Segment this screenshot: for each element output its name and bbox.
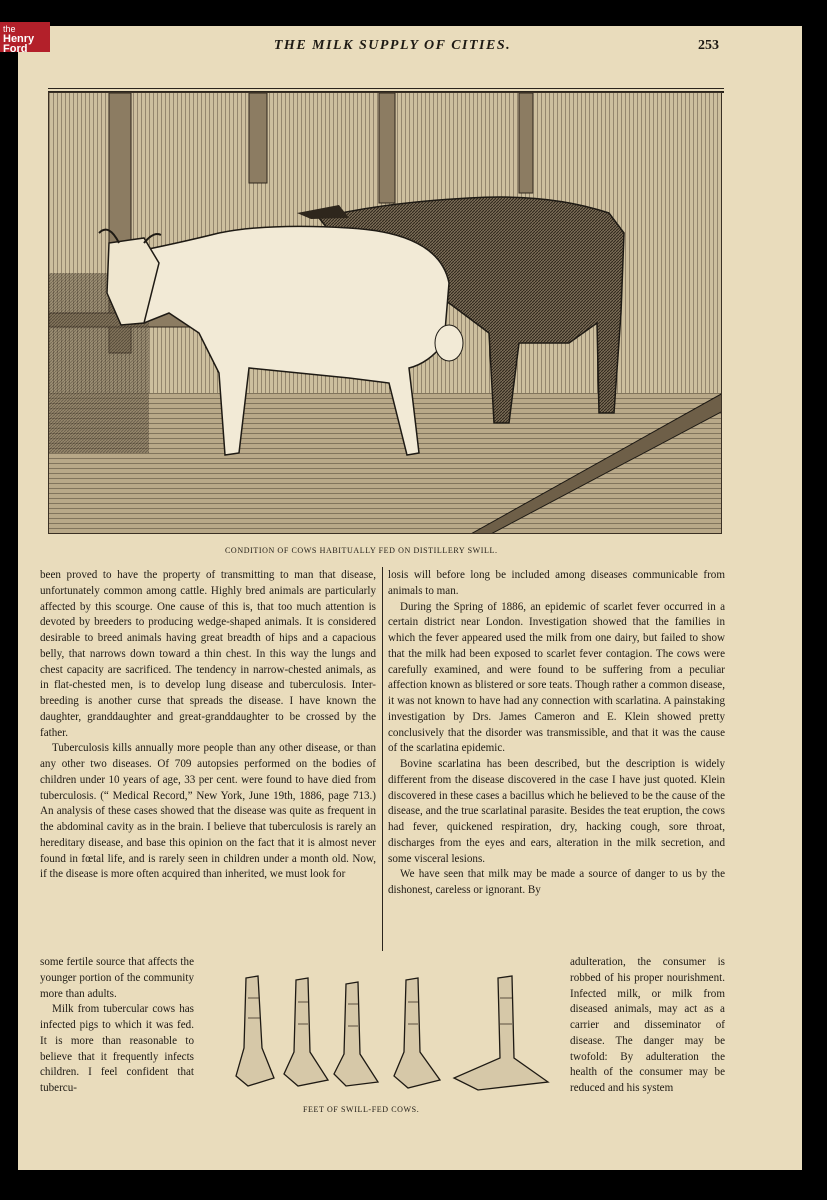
header-rule [48, 88, 724, 89]
feet-caption: FEET OF SWILL-FED COWS. [303, 1105, 420, 1114]
page-header [66, 38, 719, 60]
cows-engraving [48, 92, 722, 534]
paragraph: Tuberculosis kills annually more people than any other disease, or than any other two diseases. Of 709 autopsies performed on the bodies of children under 10 years of age, 33 per cent. were found to have died from tuberculosis. (“ Medical Record,” New York, June 19th, 1886, page 713.) An analysis of these cases showed that the disease was quite as frequent in the abdominal cavity as in the brain. I believe that tuberculosis is rarely an hereditary disease, and base this opinion on the fact that it is almost never found in fœtal life, and is rarely seen in children under a month old. Now, if the disease is more often acquired than inherited, we must look for [40, 742, 376, 881]
left-column [40, 568, 376, 883]
feet-illustration [218, 968, 552, 1108]
left-narrow-column [40, 955, 194, 1097]
running-title: THE MILK SUPPLY OF CITIES. [273, 38, 512, 53]
feet-engraving [218, 968, 552, 1108]
paragraph: been proved to have the property of transmitting to man that disease, unfortunately common among cattle. Highly bred animals are particularly affected by this scourge. One cause of this is, that too much attention is devoted by breeders to producing wedge-shaped animals. It is considered desirable to breed animals having great breadth of hips and a capacious belly, that narrows down toward a thin chest. In this way the lungs and chest capacity are sacrificed. The tendency in narrow-chested animals, as in flat-chested men, is to develop lung disease and tuberculosis. Inter-breeding is another curse that spreads the disease. I have known the daughter, granddaughter and great-granddaughter to be crossed by the father. [40, 569, 376, 739]
cows-illustration [49, 93, 722, 534]
paragraph: We have seen that milk may be made a source of danger to us by the dishonest, careless or ignorant. By [388, 868, 725, 896]
right-column [388, 568, 725, 899]
column-rule [382, 567, 383, 951]
paragraph: some fertile source that affects the younger portion of the community more than adults. [40, 956, 194, 1000]
paragraph: Milk from tubercular cows has infected pigs to which it was fed. It is more than reasonable to believe that it frequently infects children. I feel confident that tubercu- [40, 1003, 194, 1094]
paragraph: Bovine scarlatina has been described, but the description is widely different from the disease discovered in the case I have just quoted. Klein discovered in these cases a bacillus which he believed to be the cause of the disease, and the true scarlatinal parasite. Besides the teat eruption, the cows had fever, quickened respiration, dry, hacking cough, sore throat, discharges from the eyes and ears, alteration in the milk secretion, and some visceral lesions. [388, 758, 725, 865]
cows-caption: CONDITION OF COWS HABITUALLY FED ON DISTILLERY SWILL. [225, 546, 498, 555]
right-narrow-column [570, 955, 725, 1097]
page-number: 253 [698, 38, 719, 53]
paragraph: losis will before long be included among diseases communicable from animals to man. [388, 569, 725, 597]
paragraph: During the Spring of 1886, an epidemic of scarlet fever occurred in a certain district near London. Investigation showed that the families in which the fever appeared used the milk from one dairy, but failed to show that the milk had been exposed to scarlet fever contagion. The cows were carefully examined, and were found to be suffering from a peculiar affection known as blistered or sore teats. Though rather a common disease, it was not known to have had any connection with scarlatina. A painstaking investigation by Drs. James Cameron and E. Klein showed pretty conclusively that the disorder was transmissible, and that it was the cause of the scarlatina epidemic. [388, 600, 725, 755]
paragraph: adulteration, the consumer is robbed of his proper nourishment. Infected milk, or milk from diseased animals, may act as a carrier and disseminator of disease. The danger may be twofold: By adulteration the health of the consumer may be reduced and his system [570, 956, 725, 1094]
henry-ford-logo: the Henry Ford [0, 22, 50, 52]
